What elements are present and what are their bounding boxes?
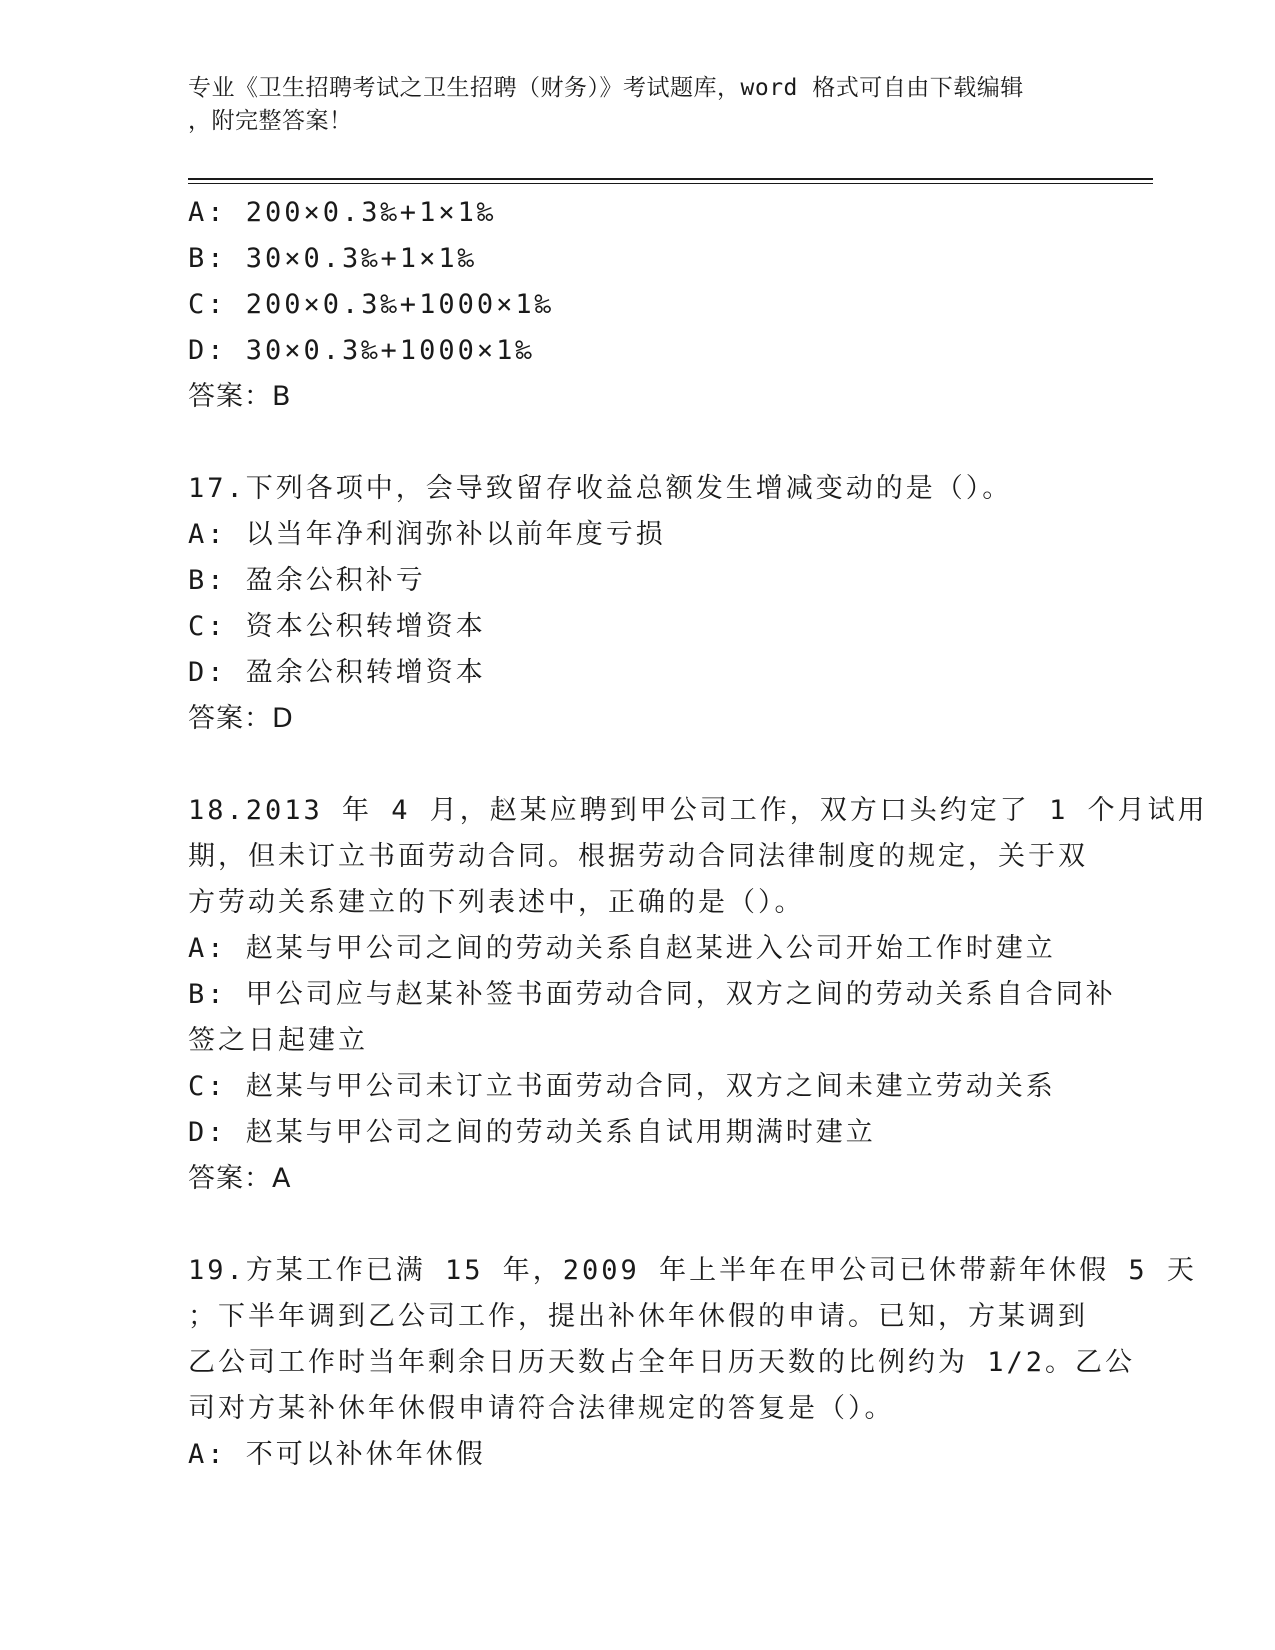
q18-answer: 答案：A (188, 1163, 292, 1194)
spacer (188, 742, 1088, 788)
spacer (188, 1202, 1088, 1248)
q16-option-c: C: 200×0.3‰+1000×1‰ (188, 289, 554, 320)
q16-option-d: D: 30×0.3‰+1000×1‰ (188, 335, 535, 366)
header-line-2: ，附完整答案！ (188, 108, 353, 134)
q19-option-a: A: 不可以补休年休假 (188, 1439, 486, 1470)
q18-option-d: D: 赵某与甲公司之间的劳动关系自试用期满时建立 (188, 1117, 876, 1148)
q19-stem-line-4: 司对方某补休年休假申请符合法律规定的答复是（）。 (188, 1393, 895, 1424)
q17-option-b: B: 盈余公积补亏 (188, 565, 426, 596)
q17-stem: 17.下列各项中，会导致留存收益总额发生增减变动的是（）。 (188, 473, 1013, 504)
document-header (188, 72, 1088, 138)
q18-option-b-line-2: 签之日起建立 (188, 1025, 368, 1056)
q18-option-b-line-1: B: 甲公司应与赵某补签书面劳动合同，双方之间的劳动关系自合同补 (188, 979, 1116, 1010)
question-19 (188, 1248, 1197, 1478)
spacer (188, 420, 1088, 466)
question-list (188, 190, 1208, 1478)
header-line-1: 专业《卫生招聘考试之卫生招聘（财务）》考试题库，word 格式可自由下载编辑 (188, 75, 1024, 101)
q19-stem-line-1: 19.方某工作已满 15 年，2009 年上半年在甲公司已休带薪年休假 5 天 (188, 1255, 1197, 1286)
q18-stem-line-2: 期，但未订立书面劳动合同。根据劳动合同法律制度的规定，关于双 (188, 841, 1088, 872)
q19-stem-line-2: ；下半年调到乙公司工作，提出补休年休假的申请。已知，方某调到 (188, 1301, 1088, 1332)
q17-option-a: A: 以当年净利润弥补以前年度亏损 (188, 519, 666, 550)
q17-option-c: C: 资本公积转增资本 (188, 611, 486, 642)
question-16 (188, 190, 1088, 420)
header-divider-thin (188, 183, 1153, 184)
question-18 (188, 788, 1208, 1202)
question-17 (188, 466, 1088, 742)
q18-option-a: A: 赵某与甲公司之间的劳动关系自赵某进入公司开始工作时建立 (188, 933, 1056, 964)
q16-answer: 答案：B (188, 381, 292, 412)
q17-answer: 答案：D (188, 703, 294, 734)
header-divider-thick (188, 178, 1153, 180)
q19-stem-line-3: 乙公司工作时当年剩余日历天数占全年日历天数的比例约为 1/2。乙公 (188, 1347, 1136, 1378)
q18-stem-line-3: 方劳动关系建立的下列表述中，正确的是（）。 (188, 887, 805, 918)
q18-stem-line-1: 18.2013 年 4 月，赵某应聘到甲公司工作，双方口头约定了 1 个月试用 (188, 795, 1208, 826)
q16-option-a: A: 200×0.3‰+1×1‰ (188, 197, 497, 228)
q16-option-b: B: 30×0.3‰+1×1‰ (188, 243, 477, 274)
q18-option-c: C: 赵某与甲公司未订立书面劳动合同，双方之间未建立劳动关系 (188, 1071, 1056, 1102)
q17-option-d: D: 盈余公积转增资本 (188, 657, 486, 688)
